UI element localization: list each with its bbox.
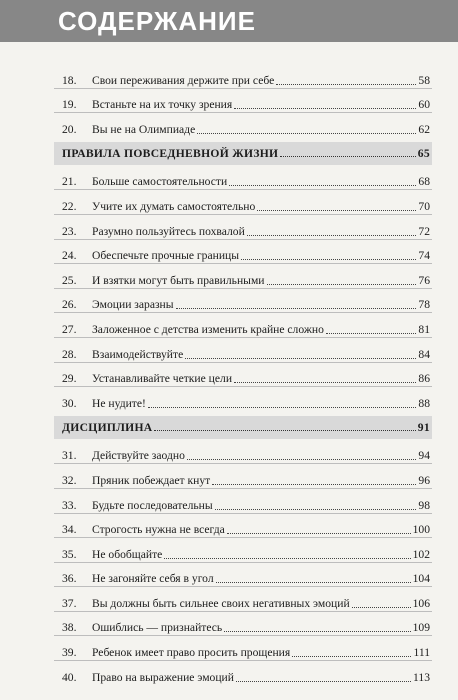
entry-title: Больше самостоятельности [92, 175, 228, 189]
dot-leader [326, 332, 417, 334]
entry-title: Вы должны быть сильнее своих негативных эмоций [92, 596, 350, 610]
dot-leader [267, 283, 417, 285]
entry-number: 34. [62, 523, 77, 537]
entry-page-number: 100 [412, 523, 430, 537]
section-heading-daily-rules [54, 142, 432, 165]
entry-title: Действуйте заодно [92, 449, 185, 463]
dot-leader [164, 557, 410, 559]
entry-number: 35. [62, 547, 77, 561]
toc-entry [54, 190, 432, 215]
toc-entry [54, 289, 432, 314]
dot-leader [292, 655, 411, 657]
entry-number: 30. [62, 396, 77, 410]
entry-number: 33. [62, 498, 77, 512]
toc-group-1 [54, 64, 432, 137]
entry-page-number: 111 [413, 646, 430, 660]
entry-title: Не загоняйте себя в угол [92, 572, 214, 586]
dot-leader [241, 258, 416, 260]
dot-leader [148, 406, 417, 408]
entry-title: Разумно пользуйтесь похвалой [92, 224, 245, 238]
entry-page-number: 76 [418, 273, 430, 287]
entry-page-number: 98 [418, 498, 430, 512]
entry-number: 37. [62, 596, 77, 610]
toc-entry [54, 113, 432, 137]
toc-entry [54, 440, 432, 465]
toc-entry [54, 166, 432, 191]
toc-entry [54, 89, 432, 114]
entry-page-number: 106 [412, 596, 430, 610]
section-title: ПРАВИЛА ПОВСЕДНЕВНОЙ ЖИЗНИ [62, 146, 279, 160]
toc-entry [54, 313, 432, 338]
toc-entry [54, 215, 432, 240]
dot-leader [227, 532, 411, 534]
entry-title: Встаньте на их точку зрения [92, 98, 233, 112]
entry-number: 39. [62, 646, 77, 660]
dot-leader [187, 458, 417, 460]
dot-leader [257, 209, 416, 211]
entry-page-number: 60 [418, 98, 430, 112]
dot-leader [212, 483, 416, 485]
entry-title: Право на выражение эмоций [92, 670, 234, 684]
entry-title: Свои переживания держите при себе [92, 73, 275, 87]
toc-entry [54, 563, 432, 588]
dot-leader [216, 581, 411, 583]
toc-entry [54, 464, 432, 489]
toc-entry [54, 612, 432, 637]
entry-page-number: 68 [418, 175, 430, 189]
entry-title: Не нудите! [92, 396, 146, 410]
entry-number: 20. [62, 122, 77, 136]
dot-leader [224, 630, 410, 632]
dot-leader [247, 234, 417, 236]
entry-title: Заложенное с детства изменить крайне сложно [92, 322, 324, 336]
entry-title: Ребенок имеет право просить прощения [92, 646, 291, 660]
entry-title: И взятки могут быть правильными [92, 273, 265, 287]
entry-number: 22. [62, 199, 77, 213]
entry-title: Вы не на Олимпиаде [92, 122, 196, 136]
entry-number: 24. [62, 249, 77, 263]
entry-number: 31. [62, 449, 77, 463]
dot-leader [185, 357, 416, 359]
section-page-number: 91 [417, 420, 430, 434]
entry-title: Ошиблись — признайтесь [92, 621, 223, 635]
section-page-number: 65 [417, 146, 430, 160]
toc-group-2 [54, 166, 432, 411]
toc-entry [54, 636, 432, 661]
dot-leader [234, 107, 416, 109]
dot-leader [234, 381, 416, 383]
toc-entry [54, 538, 432, 563]
section-title: ДИСЦИПЛИНА [62, 420, 153, 434]
entry-title: Эмоции заразны [92, 298, 174, 312]
toc-entry [54, 240, 432, 265]
entry-title: Устанавливайте четкие цели [92, 372, 233, 386]
entry-number: 32. [62, 473, 77, 487]
entry-number: 19. [62, 98, 77, 112]
entry-page-number: 109 [412, 621, 430, 635]
toc-entry [54, 363, 432, 388]
entry-title: Взаимодействуйте [92, 347, 184, 361]
entry-number: 27. [62, 322, 77, 336]
entry-title: Строгость нужна не всегда [92, 523, 225, 537]
toc-entry [54, 587, 432, 612]
entry-page-number: 72 [418, 224, 430, 238]
table-of-contents [54, 64, 432, 685]
entry-number: 23. [62, 224, 77, 238]
entry-title: Не обобщайте [92, 547, 163, 561]
dot-leader [215, 508, 417, 510]
dot-leader [352, 606, 411, 608]
dot-leader [176, 307, 417, 309]
entry-number: 40. [62, 670, 77, 684]
entry-page-number: 58 [418, 73, 430, 87]
entry-number: 29. [62, 372, 77, 386]
entry-page-number: 74 [418, 249, 430, 263]
entry-number: 25. [62, 273, 77, 287]
dot-leader [197, 132, 416, 134]
toc-entry [54, 514, 432, 539]
dot-leader [229, 184, 416, 186]
toc-entry [54, 338, 432, 363]
entry-number: 28. [62, 347, 77, 361]
toc-entry [54, 387, 432, 411]
toc-entry [54, 264, 432, 289]
entry-title: Учите их думать самостоятельно [92, 199, 256, 213]
toc-entry [54, 489, 432, 514]
entry-page-number: 84 [418, 347, 430, 361]
dot-leader [276, 83, 416, 85]
entry-page-number: 94 [418, 449, 430, 463]
toc-group-3 [54, 440, 432, 685]
entry-page-number: 104 [412, 572, 430, 586]
entry-page-number: 81 [418, 322, 430, 336]
entry-title: Будьте последовательны [92, 498, 213, 512]
entry-page-number: 102 [412, 547, 430, 561]
entry-number: 26. [62, 298, 77, 312]
entry-page-number: 86 [418, 372, 430, 386]
dot-leader [154, 429, 415, 431]
toc-entry [54, 64, 432, 89]
entry-page-number: 96 [418, 473, 430, 487]
entry-page-number: 78 [418, 298, 430, 312]
entry-page-number: 113 [413, 670, 430, 684]
entry-title: Пряник побеждает кнут [92, 473, 211, 487]
entry-title: Обеспечьте прочные границы [92, 249, 240, 263]
entry-page-number: 88 [418, 396, 430, 410]
header-band [0, 0, 458, 42]
entry-number: 21. [62, 175, 77, 189]
dot-leader [236, 680, 411, 682]
section-heading-discipline [54, 416, 432, 439]
toc-entry [54, 661, 432, 685]
entry-number: 38. [62, 621, 77, 635]
page-title: СОДЕРЖАНИЕ [58, 6, 256, 36]
entry-number: 36. [62, 572, 77, 586]
entry-page-number: 70 [418, 199, 430, 213]
dot-leader [280, 155, 415, 157]
entry-number: 18. [62, 73, 77, 87]
entry-page-number: 62 [418, 122, 430, 136]
